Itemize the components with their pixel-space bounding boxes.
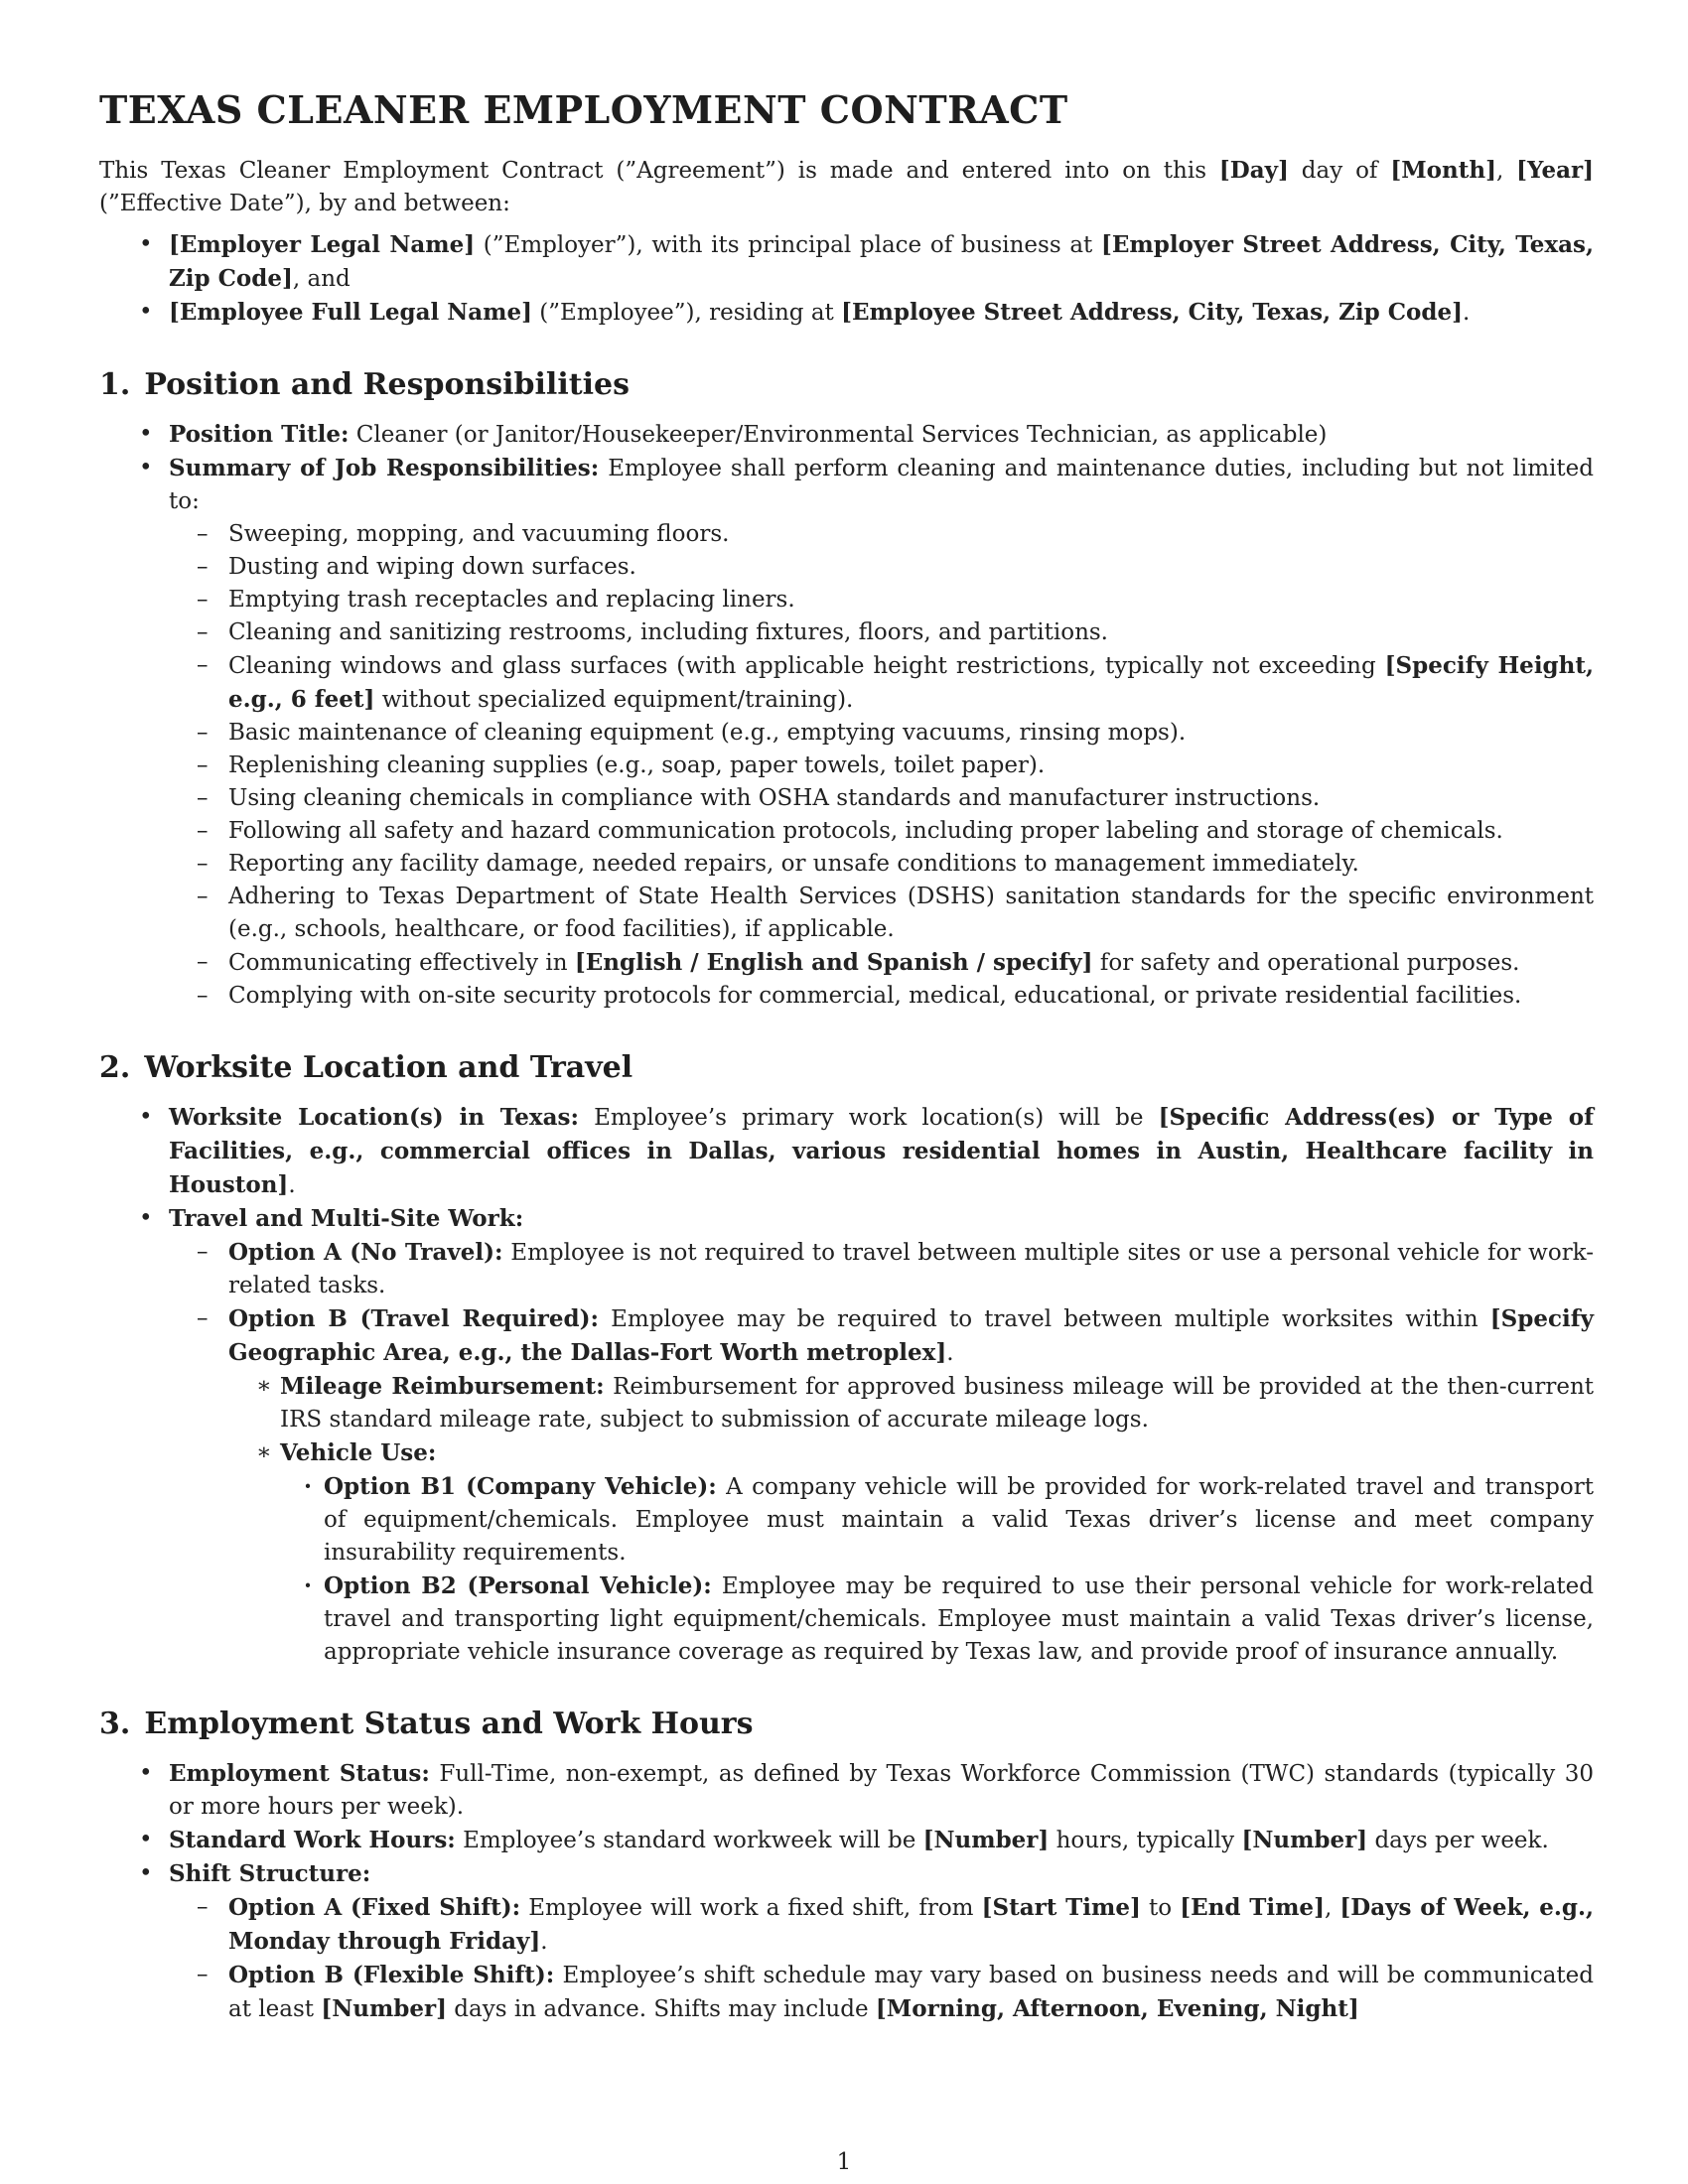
list-item	[99, 452, 1594, 1013]
section-heading	[99, 1706, 1594, 1741]
item-text: Full-Time, non-exempt, as defined by Texas Workforce Commission (TWC) standards (typically 30 or more hours per week).	[169, 1761, 1594, 1820]
item-text: Cleaner (or Janitor/Housekeeper/Environmental Services Technician, as applicable)	[349, 422, 1328, 448]
duty-item	[169, 946, 1594, 980]
item-label: Position Title:	[169, 421, 350, 448]
item-label: Option B (Flexible Shift):	[228, 1962, 555, 1988]
party-text: (”Employer”), with its principal place of business at	[475, 232, 1101, 258]
intro-text: day of	[1288, 158, 1391, 184]
intro-text: (”Effective Date”), by and between:	[99, 191, 510, 216]
duty-item: – Reporting any facility damage, needed repairs, or unsafe conditions to management immediately.	[169, 848, 1594, 881]
item-label: Travel and Multi-Site Work:	[169, 1205, 524, 1232]
option-item	[169, 1959, 1594, 2026]
shift-options-list	[169, 1891, 1594, 2026]
section-number: 1.	[99, 367, 131, 402]
number-placeholder: [Number]	[922, 1827, 1050, 1853]
list-item	[99, 1101, 1594, 1202]
item-text: Employee may be required to use their personal vehicle for work-related travel and transporting light equipment/chemicals. Employee must maintain a valid Texas driver’s license, appropriate vehicle insurance coverage as required by Texas law, and provide proof of insurance annually.	[324, 1573, 1594, 1665]
height-placeholder: [Specify Height, e.g., 6 feet]	[228, 652, 1594, 713]
section-2	[99, 1050, 1594, 1669]
shifts-placeholder: [Morning, Afternoon, Evening, Night]	[875, 1995, 1359, 2022]
section-heading	[99, 367, 1594, 402]
location-placeholder: [Specific Address(es) or Type of Facilities, e.g., commercial offices in Dallas, various residential homes in Austin, Healthcare facility in Houston]	[169, 1104, 1594, 1198]
list-item	[99, 1824, 1594, 1857]
item-text: Employee will work a fixed shift, from	[520, 1895, 982, 1921]
party-text: .	[1462, 300, 1471, 326]
section-2-list	[99, 1101, 1594, 1669]
item-text: Employee may be required to travel between multiple worksites within	[599, 1306, 1490, 1332]
number-placeholder: [Number]	[1241, 1827, 1368, 1853]
section-title: Worksite Location and Travel	[144, 1050, 633, 1085]
item-text: .	[288, 1172, 296, 1198]
employee-address-placeholder: [Employee Street Address, City, Texas, Zip Code]	[841, 299, 1463, 326]
end-time-placeholder: [End Time]	[1180, 1894, 1325, 1921]
duty-item: – Adhering to Texas Department of State Health Services (DSHS) sanitation standards for the specific environment (e.g., schools, healthcare, or food facilities), if applicable.	[169, 881, 1594, 946]
item-text: ,	[1324, 1895, 1340, 1921]
list-item	[99, 1857, 1594, 2026]
duty-item: – Replenishing cleaning supplies (e.g., soap, paper towels, toilet paper).	[169, 750, 1594, 782]
employee-party	[99, 296, 1594, 330]
section-3-list	[99, 1757, 1594, 2026]
item-text: Employee’s standard workweek will be	[455, 1828, 923, 1853]
page-number: 1	[836, 2149, 852, 2175]
vehicle-options-list	[280, 1470, 1594, 1669]
intro-paragraph	[99, 154, 1594, 220]
start-time-placeholder: [Start Time]	[981, 1894, 1141, 1921]
section-heading	[99, 1050, 1594, 1085]
item-text: Employee shall perform cleaning and maintenance duties, including but not limited to:	[169, 456, 1594, 514]
duties-list	[169, 518, 1594, 1013]
item-text: A company vehicle will be provided for work-related travel and transport of equipment/chemicals. Employee must maintain a valid Texas driver’s license and meet company insurability requirements.	[324, 1474, 1594, 1566]
year-placeholder: [Year]	[1516, 157, 1595, 184]
item-label: Standard Work Hours:	[169, 1827, 456, 1853]
duty-item: – Complying with on-site security protocols for commercial, medical, educational, or private residential facilities.	[169, 980, 1594, 1013]
party-text: (”Employee”), residing at	[532, 300, 842, 326]
list-item	[99, 418, 1594, 452]
item-label: Worksite Location(s) in Texas:	[169, 1104, 579, 1131]
item-text: hours, typically	[1049, 1828, 1242, 1853]
item-text: days in advance. Shifts may include	[447, 1996, 876, 2022]
item-text: Reimbursement for approved business mileage will be provided at the then-current IRS standard mileage rate, subject to submission of accurate mileage logs.	[280, 1374, 1594, 1433]
item-text: Communicating effectively in	[228, 950, 575, 976]
item-text: .	[540, 1929, 548, 1955]
item-label: Employment Status:	[169, 1760, 430, 1787]
parties-list	[99, 228, 1594, 330]
section-number: 3.	[99, 1706, 131, 1741]
section-title: Position and Responsibilities	[144, 367, 630, 402]
item-text: Employee’s shift schedule may vary based on business needs and will be communicated at least	[228, 1963, 1594, 2022]
employer-party	[99, 228, 1594, 296]
employer-address-placeholder: [Employer Street Address, City, Texas, Zip Code]	[169, 231, 1594, 292]
employer-name-placeholder: [Employer Legal Name]	[169, 231, 476, 258]
duty-item: – Using cleaning chemicals in compliance with OSHA standards and manufacturer instructions.	[169, 782, 1594, 815]
number-placeholder: [Number]	[321, 1995, 447, 2022]
employee-name-placeholder: [Employee Full Legal Name]	[169, 299, 532, 326]
section-title: Employment Status and Work Hours	[144, 1706, 754, 1741]
duty-item: – Basic maintenance of cleaning equipment (e.g., emptying vacuums, rinsing mops).	[169, 717, 1594, 750]
item-text: Employee is not required to travel between multiple sites or use a personal vehicle for work-related tasks.	[228, 1240, 1594, 1298]
duty-item: – Emptying trash receptacles and replacing liners.	[169, 584, 1594, 616]
list-item	[99, 1202, 1594, 1669]
vehicle-option-item	[280, 1570, 1594, 1669]
item-label: Vehicle Use:	[280, 1439, 437, 1466]
intro-text: This Texas Cleaner Employment Contract (”Agreement”) is made and entered into on this	[99, 158, 1219, 184]
section-1-list	[99, 418, 1594, 1013]
item-label: Summary of Job Responsibilities:	[169, 455, 600, 481]
item-label: Option A (Fixed Shift):	[228, 1894, 521, 1921]
intro-text: ,	[1495, 158, 1517, 184]
item-text: .	[946, 1340, 954, 1366]
area-placeholder: [Specify Geographic Area, e.g., the Dallas-Fort Worth metroplex]	[228, 1305, 1595, 1366]
document-title: TEXAS CLEANER EMPLOYMENT CONTRACT	[99, 87, 1068, 132]
item-text: to	[1140, 1895, 1181, 1921]
option-item	[169, 1236, 1594, 1302]
duty-item	[169, 649, 1594, 717]
item-text: days per week.	[1367, 1828, 1549, 1853]
item-label: Option B1 (Company Vehicle):	[324, 1473, 717, 1500]
section-number: 2.	[99, 1050, 131, 1085]
day-placeholder: [Day]	[1218, 157, 1289, 184]
item-label: Option B (Travel Required):	[228, 1305, 599, 1332]
section-3	[99, 1706, 1594, 2026]
days-placeholder: [Days of Week, e.g., Monday through Friday]	[228, 1894, 1595, 1955]
detail-item	[228, 1370, 1594, 1436]
option-item	[169, 1302, 1594, 1669]
section-1	[99, 367, 1594, 1013]
item-label: Option A (No Travel):	[228, 1239, 503, 1266]
item-text: without specialized equipment/training).	[374, 687, 854, 713]
language-placeholder: [English / English and Spanish / specify]	[574, 949, 1093, 976]
month-placeholder: [Month]	[1390, 157, 1496, 184]
travel-details-list	[228, 1370, 1594, 1669]
list-item	[99, 1757, 1594, 1824]
party-text: , and	[292, 266, 351, 292]
item-label: Mileage Reimbursement:	[280, 1373, 605, 1400]
duty-item: – Following all safety and hazard communication protocols, including proper labeling and storage of chemicals.	[169, 815, 1594, 848]
item-text: for safety and operational purposes.	[1092, 950, 1520, 976]
item-text: Employee’s primary work location(s) will be	[578, 1105, 1159, 1131]
duty-item: – Sweeping, mopping, and vacuuming floors.	[169, 518, 1594, 551]
item-text: Cleaning windows and glass surfaces (with applicable height restrictions, typically not exceeding	[228, 653, 1385, 679]
document-page	[99, 87, 1594, 2064]
travel-options-list	[169, 1236, 1594, 1669]
vehicle-option-item	[280, 1470, 1594, 1570]
option-item	[169, 1891, 1594, 1959]
detail-item	[228, 1436, 1594, 1669]
duty-item: – Cleaning and sanitizing restrooms, including fixtures, floors, and partitions.	[169, 616, 1594, 649]
item-label: Option B2 (Personal Vehicle):	[324, 1572, 712, 1599]
duty-item: – Dusting and wiping down surfaces.	[169, 551, 1594, 584]
item-label: Shift Structure:	[169, 1860, 371, 1887]
